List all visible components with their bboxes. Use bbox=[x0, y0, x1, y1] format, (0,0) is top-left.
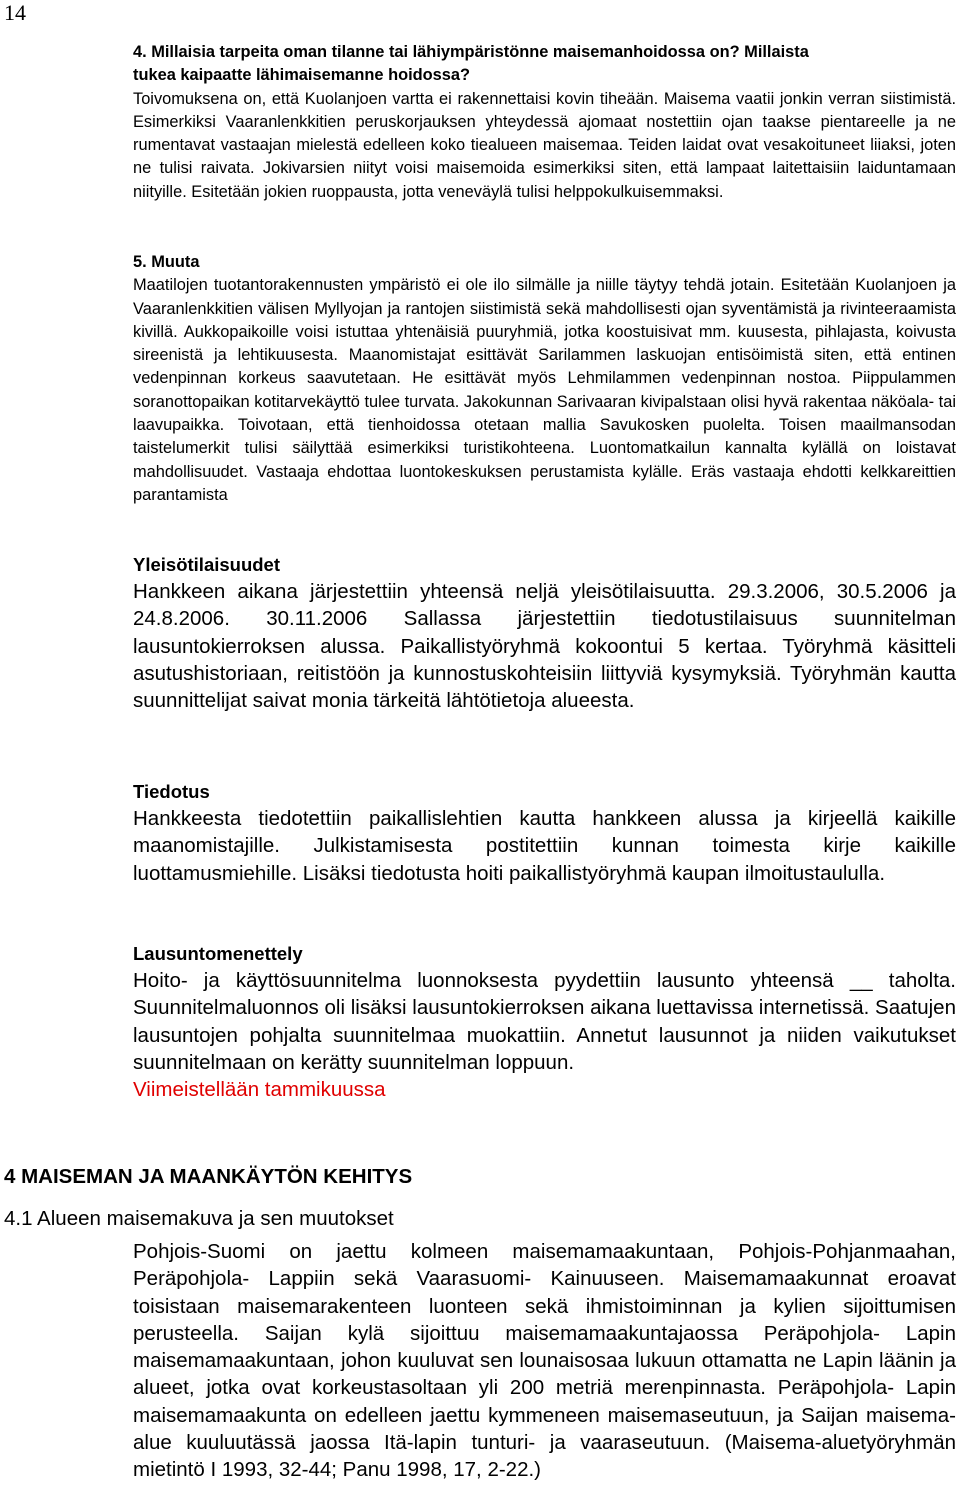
lausuntomenettely-body bbox=[133, 967, 956, 1076]
lausuntomenettely-heading: Lausuntomenettely bbox=[133, 943, 303, 964]
tiedotus-heading: Tiedotus bbox=[133, 781, 210, 802]
section-4-1-heading: 4.1 Alueen maisemakuva ja sen muutokset bbox=[4, 1207, 394, 1230]
question-4-heading-line-2: tukea kaipaatte lähimaisemanne hoidossa? bbox=[133, 66, 471, 85]
yleisotilaisuudet-section bbox=[133, 551, 956, 714]
lausuntomenettely-note: Viimeistellään tammikuussa bbox=[133, 1078, 386, 1102]
yleisotilaisuudet-heading: Yleisötilaisuudet bbox=[133, 554, 281, 575]
yleisotilaisuudet-body: Hankkeen aikana järjestettiin yhteensä neljä yleisötilaisuutta. 29.3.2006, 30.5.2006 ja 24.8.2006. 30.11.2006 Sallassa järjestettiin tiedotustilaisuus suunnitelman lausuntokierroksen alussa. Paikallistyöryhmä kokoontui 5 kertaa. Työryhmä käsitteli asutushistoriaan, reitistöön ja kunnostuskohteisiin liittyviä kysymyksiä. Työryhmän kautta suunnittelijat saivat monia tärkeitä lähtötietoja alueesta. bbox=[133, 580, 956, 713]
lausuntomenettely-body-part-2: taholta. Suunnitelmaluonnos oli lisäksi lausuntokierroksen aikana luettavissa internetissä. Saatujen lausuntojen pohjalta suunnitelmaa muokattiin. Annetut lausunnot ja niiden vaikutukset suunnitelmaan on kerätty suunnitelman loppuun. bbox=[133, 969, 956, 1074]
chapter-4-heading: 4 MAISEMAN JA MAANKÄYTÖN KEHITYS bbox=[4, 1165, 413, 1188]
tiedotus-section bbox=[133, 778, 956, 887]
question-5-heading: 5. Muuta bbox=[133, 253, 200, 271]
lausuntomenettely-body-part-1: Hoito- ja käyttösuunnitelma luonnoksesta pyydettiin lausunto yhteensä bbox=[133, 969, 834, 992]
lausuntomenettely-section bbox=[133, 940, 956, 1103]
tiedotus-body: Hankkeesta tiedotettiin paikallislehtien kautta hankkeen alussa ja kirjeellä kaikille maanomistajille. Julkistamisesta postitettiin kunnan toimesta kirje kaikille luottamusmiehille. Lisäksi tiedotusta hoiti paikallistyöryhmä kaupan ilmoitustaululla. bbox=[133, 807, 956, 885]
section-4-1-paragraph: Pohjois-Suomi on jaettu kolmeen maisemamaakuntaan, Pohjois-Pohjanmaahan, Peräpohjola- Lappiin sekä Vaarasuomi- Kainuuseen. Maisemamaakunnat eroavat toisistaan maisemarakenteen luonteen sekä ihmistoiminnan ja kylien sijoittumisen perusteella. Saijan kylä sijoittuu maisemamaakuntajaossa Peräpohjola- Lapin maisemamaakuntaan, johon kuuluvat sen lounaisosaa lukuun ottamatta ne Lapin läänin ja alueet, jotka ovat korkeustasoltaan yli 200 metriä merenpinnasta. Peräpohjola- Lapin maisemamaakunta on edelleen jaettu kymmeneen maisemaseutuun, ja Saijan maisema-alue kuuluutässä jaossa Itä-lapin tunturi- ja vaaraseutuun. (Maisema-aluetyöryhmän mietintö I 1993, 32-44; Panu 1998, 17, 2-22.) bbox=[133, 1240, 956, 1482]
question-4-block bbox=[133, 41, 956, 204]
question-5-answer: Maatilojen tuotantorakennusten ympäristö ei ole ilo silmälle ja niille täytyy tehdä jotain. Esitetään Kuolanjoen ja Vaaranlenkkitien välisen Myllyojan ja rantojen siistimistä sekä mahdollisesti ojan syventämistä ja rivinteeraamista kivillä. Aukkopaikoille voisi istuttaa yhtenäisiä puuryhmiä, jotka koostuisivat mm. kuusesta, pihlajasta, koivusta sireenistä ja lehtikuusesta. Maanomistajat esittävät Sarilammen laskuojan entisöimistä siten, että entinen vedenpinnan korkeus saavutetaan. He esittävät myös Lehmilammen vedenpinnan nostoa. Piippulammen soranottopaikan kotitarvekäyttö tulee turvata. Jakokunnan Sarivaaran kivipalstaan olisi hyvä rakentaa näköala- tai laavupaikka. Toivotaan, että tienhoidossa otetaan mallia Savukosken puolelta. Toisen maailmansodan taistelumerkit tulisi säilyttää esimerkiksi turistikohteena. Luontomatkailun kannalta kylällä on loistavat mahdollisuudet. Vastaaja ehdottaa luontokeskuksen perustamista kylälle. Eräs vastaaja ehdotti kelkkareittien parantamista bbox=[133, 276, 956, 504]
question-4-heading bbox=[133, 41, 956, 88]
lausuntomenettely-blank: __ bbox=[849, 969, 873, 992]
page-number: 14 bbox=[4, 0, 26, 25]
question-4-heading-line-1: 4. Millaisia tarpeita oman tilanne tai lähiympäristönne maisemanhoidossa on? Millaista bbox=[133, 43, 809, 61]
question-5-block bbox=[133, 251, 956, 507]
section-4-1-body bbox=[133, 1238, 956, 1484]
question-4-answer: Toivomuksena on, että Kuolanjoen vartta ei rakennettaisi kovin tiheään. Maisema vaatii jonkin verran siistimistä. Esimerkiksi Vaaranlenkkitien peruskorjauksen yhteydessä ajomaat nostettiin ojan taakse pientareelle ja ne rumentavat vastaajan mielestä edelleen koko tiealueen maisemaa. Teiden laidat ovat vesakoituneet liiaksi, joten ne tulisi raivata. Jokivarsien niityt voisi maisemoida esimerkiksi siten, että lampaat laitettaisiin laiduntamaan niityille. Esitetään jokien ruoppausta, jotta veneväylä tulisi helppokulkuisemmaksi. bbox=[133, 89, 956, 201]
